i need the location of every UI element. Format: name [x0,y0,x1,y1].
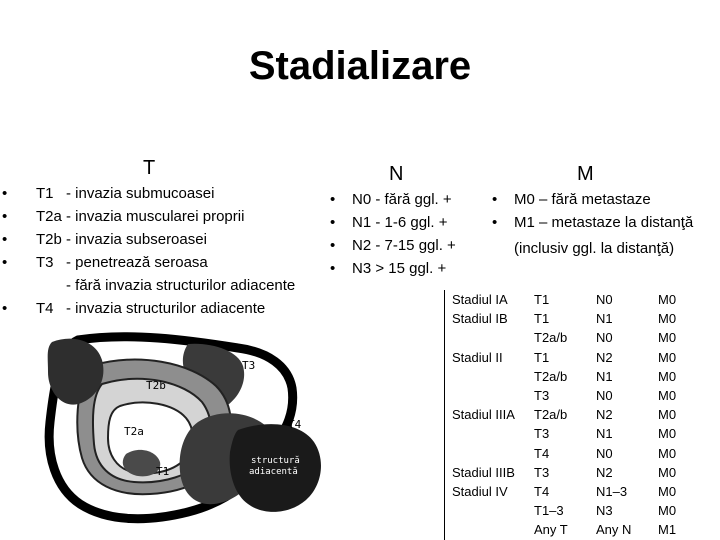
t-column-heading: T [143,157,156,179]
t-list-item: • T1 - invazia submucoasei [0,182,295,205]
stage-row [452,367,698,386]
stage-row [452,405,698,424]
m-value-cell: M0 [658,311,677,327]
m-value-cell: M0 [658,503,677,519]
stage-name-cell [452,367,534,386]
label-t1: T1 [156,465,170,478]
label-adjacent-line2: adiacentă [249,467,298,477]
t-value-cell: T3 [534,426,550,442]
n-value-cell: N2 [596,407,613,423]
m-value-cell: M0 [658,407,677,423]
stage-name-cell: Stadiul IIIB [452,464,515,480]
t-value-cell: T2a/b [534,407,568,423]
t-value-cell: Any T [534,522,568,538]
t-list-item: • T3 - penetrează seroasa [0,251,295,274]
stage-row [452,309,698,328]
t-value-cell: T1 [534,349,550,365]
t-list-item: • T4 - invazia structurilor adiacente [0,297,295,320]
m-stage-list [490,188,693,234]
stage-name-cell: Stadiul II [452,349,503,365]
m-list-item: • M1 – metastaze la distanţă [490,211,693,234]
stages-table [452,290,698,540]
n-list-item: • N3 > 15 ggl. + [328,257,456,280]
t-value-cell: T4 [534,484,550,500]
t-list-item: - fără invazia structurilor adiacente [66,277,296,294]
stages-panel [444,290,720,540]
m-list-item: • M0 – fără metastaze [490,188,693,211]
n-list-item: • N0 - fără ggl. + [328,188,456,211]
stage-row [452,386,698,405]
stage-name-cell: Stadiul IV [452,484,508,500]
m-value-cell: M0 [658,388,677,404]
stage-row [452,482,698,501]
n-value-cell: N1 [596,311,613,327]
n-value-cell: N1 [596,426,613,442]
label-t4: T4 [288,418,302,431]
slide-title: Stadializare [248,44,472,88]
stage-row [452,348,698,367]
label-t2b: T2b [146,379,166,392]
n-value-cell: N0 [596,445,613,461]
t-value-cell: T4 [534,445,550,461]
n-value-cell: N1 [596,368,613,384]
m-value-cell: M1 [658,522,677,538]
label-adjacent-line1: structură [251,456,300,466]
stage-name-cell: Stadiul IA [452,292,508,307]
stages-divider [444,290,445,540]
stage-row [452,290,698,309]
n-value-cell: N0 [596,388,613,404]
stage-row [452,424,698,443]
m-value-cell: M0 [658,484,677,500]
label-t3: T3 [242,359,256,372]
t-stage-list [0,182,295,320]
m-value-cell: M0 [658,464,677,480]
stage-row [452,444,698,463]
stage-name-cell: Stadiul IIIA [452,407,515,423]
m-value-cell: M0 [658,445,677,461]
m-value-cell: M0 [658,426,677,442]
n-list-item: • N1 - 1-6 ggl. + [328,211,456,234]
t-value-cell: T1–3 [534,503,564,519]
n-stage-list [328,188,456,280]
n-value-cell: Any N [596,522,632,538]
n-value-cell: N0 [596,292,613,307]
stage-row [452,501,698,520]
n-column-heading: N [389,163,404,185]
t-value-cell: T2a/b [534,368,568,384]
stage-name-cell [452,501,534,520]
n-value-cell: N3 [596,503,613,519]
n-value-cell: N2 [596,464,613,480]
t-value-cell: T1 [534,292,550,307]
t-value-cell: T3 [534,388,550,404]
stage-row [452,328,698,347]
m-value-cell: M0 [658,349,677,365]
tumor-invasion-diagram [38,326,328,540]
t-list-item: • T2a - invazia muscularei proprii [0,205,295,228]
stage-name-cell: Stadiul IB [452,311,508,327]
stage-name-cell [452,424,534,443]
stage-name-cell [452,520,534,539]
n-list-item: • N2 - 7-15 ggl. + [328,234,456,257]
n-value-cell: N1–3 [596,484,628,500]
m-value-cell: M0 [658,330,677,346]
stage-row [452,463,698,482]
t-value-cell: T1 [534,311,550,327]
stage-row [452,520,698,539]
m-column-heading: M [577,163,594,185]
stage-name-cell [452,328,534,347]
m-value-cell: M0 [658,292,677,307]
t-value-cell: T3 [534,464,550,480]
m-value-cell: M0 [658,368,677,384]
n-value-cell: N2 [596,349,613,365]
stage-name-cell [452,386,534,405]
stage-name-cell [452,444,534,463]
t-value-cell: T2a/b [534,330,568,346]
t-list-item: • T2b - invazia subseroasei [0,228,295,251]
m-note: (inclusiv ggl. la distanţă) [514,240,675,257]
n-value-cell: N0 [596,330,613,346]
label-t2a: T2a [124,425,144,438]
